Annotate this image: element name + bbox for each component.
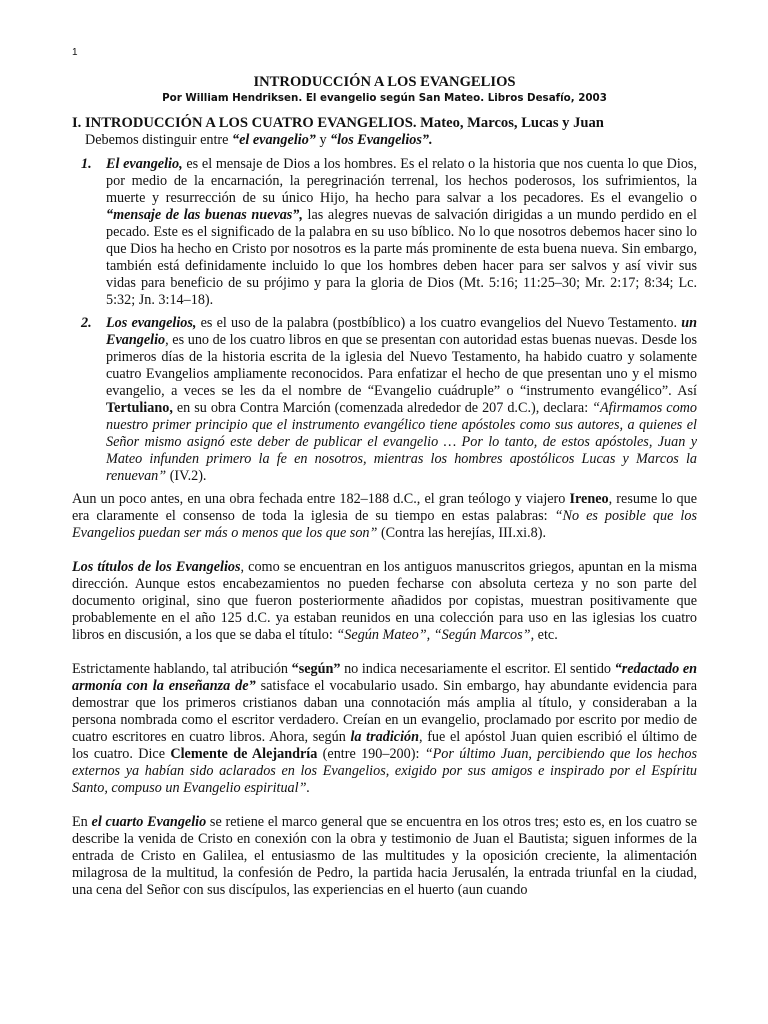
list-item: 2. Los evangelios, es el uso de la palabra (postbíblico) a los cuatro evangelios del Nuevo Testamento. un Evangelio, es uno de los cuatro libros en que se presentan con autoridad estas buenas nuevas. Desde los primeros días de la historia escrita de la iglesia del Nuevo Testamento, ha habido cuatro y solamente cuatro Evangelios ampliamente reconocidos. Para enfatizar el hecho de que presentan uno y el mismo evangelio, a veces se les da el nombre de “Evangelio cuádruple” o “instrumento evangélico”. Así Tertuliano, en su obra Contra Marción (comenzada alrededor de 207 d.C.), declara: “Afirmamos como nuestro primer principio que el instrumento evangélico tiene apóstoles como sus autores, a quienes el Señor mismo asignó este deber de publicar el evangelio … Por lo tanto, de estos apóstoles, Juan y Mateo infunden primero la fe en nosotros, mientras los hombres apostólicos Lucas y Marcos la renuevan” (IV.2). bbox=[81, 315, 697, 484]
document-body bbox=[72, 74, 697, 899]
section-heading: I. INTRODUCCIÓN A LOS CUATRO EVANGELIOS. Mateo, Marcos, Lucas y Juan bbox=[72, 115, 604, 131]
page-number: 1 bbox=[72, 47, 78, 58]
paragraph-ireneo: Aun un poco antes, en una obra fechada entre 182–188 d.C., el gran teólogo y viajero Ireneo, resume lo que era claramente el consenso de toda la iglesia de su tiempo en estas palabras: “No es posible que los Evangelios puedan ser más o menos que los que son” (Contra las herejías, III.xi.8). bbox=[72, 491, 697, 541]
paragraph-titulos: Los títulos de los Evangelios, como se encuentran en los antiguos manuscritos griegos, apuntan en la misma dirección. Aunque estos encabezamientos no pueden fecharse con absoluta certeza y no son parte del documento original, sino que fueron posteriormente añadidos por copistas, muestran positivamente que probablemente en el año 125 d.C. ya estaban reunidos en una colección para uso en las iglesias los cuatro libros en discusión, a los que se daba el título: “Según Mateo”, “Según Marcos”, etc. bbox=[72, 559, 698, 643]
list-number: 1. bbox=[81, 156, 92, 172]
section-intro: Debemos distinguir entre “el evangelio” y “los Evangelios”. bbox=[85, 132, 433, 148]
definition-list bbox=[72, 156, 697, 485]
list-number: 2. bbox=[81, 315, 92, 331]
paragraph-cuarto-evangelio: En el cuarto Evangelio se retiene el marco general que se encuentra en los otros tres; esto es, en los cuatro se describe la venida de Cristo en conexión con la obra y testimonio de Juan el Bautista; siguen informes de la entrada de Cristo en Galilea, el entusiasmo de las multitudes y la oposición creciente, la alimentación milagrosa de la multitud, la confesión de Pedro, la partida hacia Jerusalén, la entrada triunfal en la ciudad, una cena del Señor con sus discípulos, las experiencias en el huerto (aun cuando bbox=[72, 814, 697, 898]
paragraph-segun: Estrictamente hablando, tal atribución “según” no indica necesariamente el escritor. El sentido “redactado en armonía con la enseñanza de” satisface el vocabulario usado. Sin embargo, hay abundante evidencia para demostrar que los primeros cristianos daban una connotación más amplia al título, y consideraban a la persona nombrada como el escritor verdadero. Creían en un evangelio, proclamado por escrito por medio de cuatro escritores en cuatro libros. Ahora, según la tradición, fue el apóstol Juan quien escribió el último de los cuatro. Dice Clemente de Alejandría (entre 190–200): “Por último Juan, percibiendo que los hechos externos ya habían sido aclarados en los Evangelios, exigido por sus amigos e inspirado por el Espíritu Santo, compuso un Evangelio espiritual”. bbox=[72, 661, 698, 796]
document-subtitle: Por William Hendriksen. El evangelio según San Mateo. Libros Desafío, 2003 bbox=[162, 92, 607, 104]
list-item: 1. El evangelio, es el mensaje de Dios a los hombres. Es el relato o la historia que nos cuenta lo que Dios, por medio de la encarnación, la peregrinación terrenal, los hechos poderosos, los sufrimientos, la muerte y resurrección de su único Hijo, ha hecho para salvar a los pecadores. Es el evangelio o “mensaje de las buenas nuevas”, las alegres nuevas de salvación dirigidas a un mundo perdido en el pecado. Este es el significado de la palabra en su uso bíblico. No lo que nosotros debemos hacer sino lo que Dios ha hecho en Cristo por nosotros es la parte más prominente de esta buena nueva. Sin embargo, también está definidamente incluido lo que los hombres deben hacer para ser salvos y así vivir sus vidas para beneficio de su prójimo y para la gloria de Dios (Mt. 5:16; 11:25–30; Mr. 2:17; 8:34; Lc. 5:32; Jn. 3:14–18). bbox=[81, 156, 697, 308]
document-title: INTRODUCCIÓN A LOS EVANGELIOS bbox=[253, 74, 516, 90]
